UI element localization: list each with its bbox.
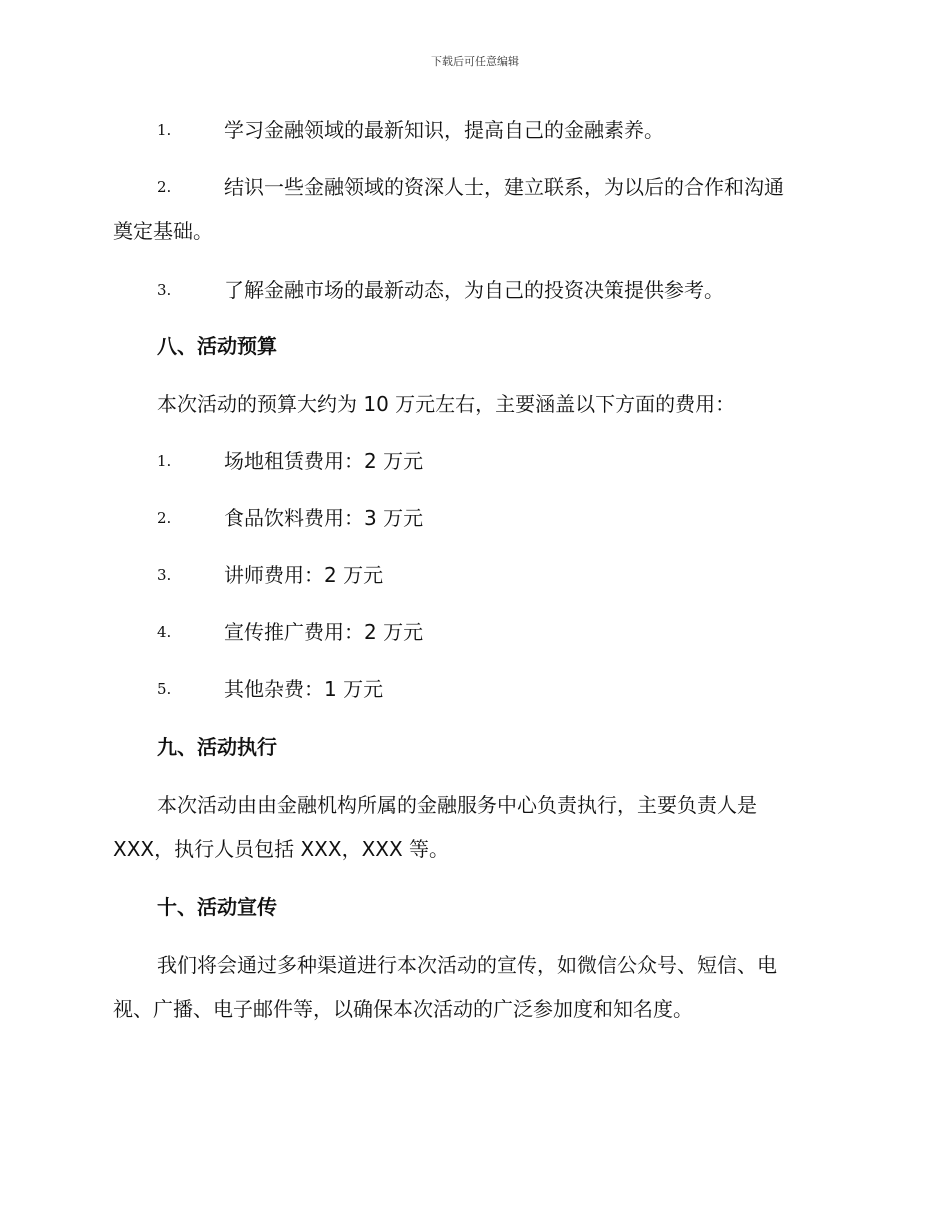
budget-item-4-text: 宣传推广费用：2 万元 [224,620,424,644]
budget-intro: 本次活动的预算大约为 10 万元左右，主要涵盖以下方面的费用： [157,392,736,416]
goal-item-2-text-continued: 奠定基础。 [113,219,213,243]
budget-item-1-text: 场地租赁费用：2 万元 [224,449,424,473]
budget-item-4-number: 4. [157,623,172,641]
goal-item-1-text: 学习金融领域的最新知识，提高自己的金融素养。 [224,118,664,142]
budget-item-1-number: 1. [157,452,172,470]
promotion-paragraph-line-1: 我们将会通过多种渠道进行本次活动的宣传，如微信公众号、短信、电 [157,953,777,977]
promotion-paragraph-line-2: 视、广播、电子邮件等，以确保本次活动的广泛参加度和知名度。 [113,997,693,1021]
goal-item-3-number: 3. [157,281,172,299]
execution-heading: 九、活动执行 [157,735,277,759]
budget-item-5-number: 5. [157,680,172,698]
goal-item-1-number: 1. [157,121,172,139]
budget-item-2-number: 2. [157,509,172,527]
goal-item-2-text: 结识一些金融领域的资深人士，建立联系，为以后的合作和沟通 [224,175,784,199]
execution-paragraph-line-2: XXX，执行人员包括 XXX，XXX 等。 [113,837,450,861]
execution-paragraph-line-1: 本次活动由由金融机构所属的金融服务中心负责执行，主要负责人是 [157,793,757,817]
budget-item-2-text: 食品饮料费用：3 万元 [224,506,424,530]
goal-item-2-number: 2. [157,178,172,196]
promotion-heading: 十、活动宣传 [157,895,277,919]
page-header-note: 下载后可任意编辑 [431,55,519,68]
budget-heading: 八、活动预算 [157,334,277,358]
budget-item-3-text: 讲师费用：2 万元 [224,563,384,587]
budget-item-3-number: 3. [157,566,172,584]
budget-item-5-text: 其他杂费：1 万元 [224,677,384,701]
goal-item-3-text: 了解金融市场的最新动态，为自己的投资决策提供参考。 [224,278,724,302]
